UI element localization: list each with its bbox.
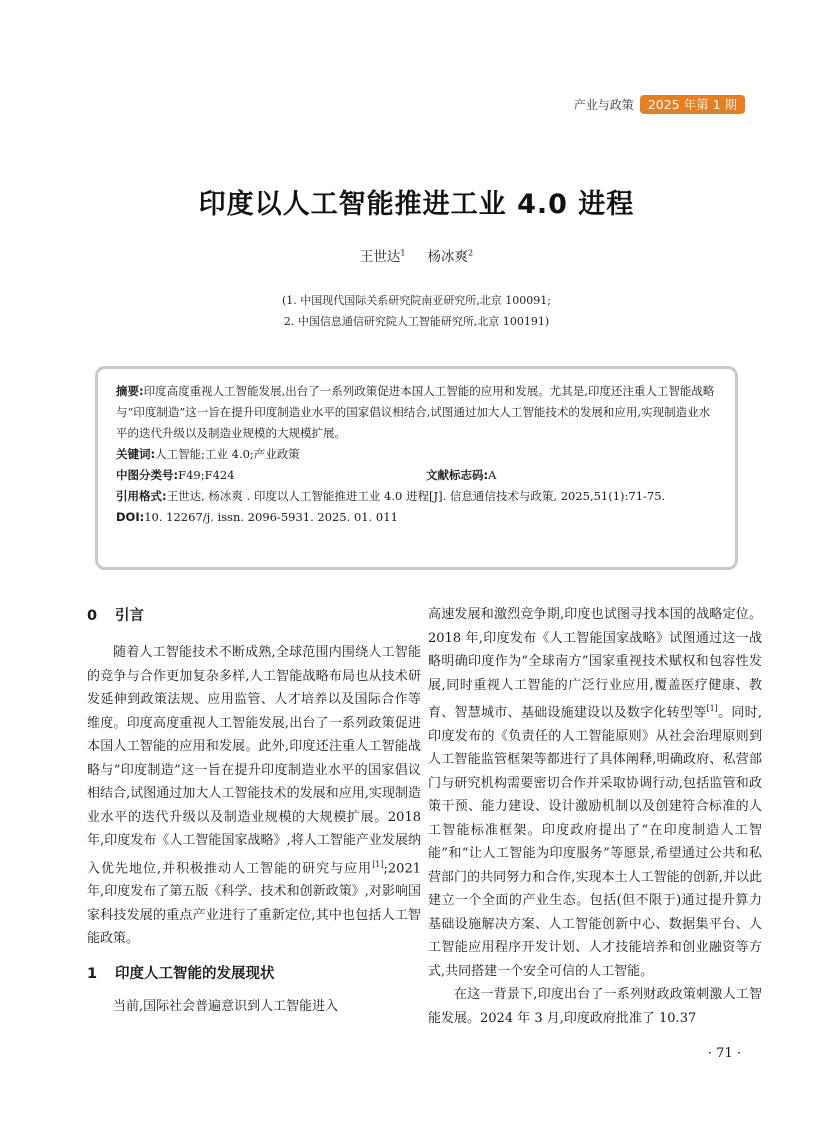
doi-label: DOI: bbox=[116, 510, 145, 524]
affiliations bbox=[0, 290, 833, 332]
clc-label: 中图分类号: bbox=[116, 468, 179, 482]
author-affiliation-mark: 2 bbox=[468, 248, 474, 258]
reference-citation[interactable]: [1] bbox=[372, 859, 384, 869]
affiliation-line: 2. 中国信息通信研究院人工智能研究所,北京 100191) bbox=[283, 315, 550, 328]
section-heading-0: 0 引言 bbox=[87, 608, 144, 624]
abstract-label: 摘要: bbox=[116, 384, 144, 398]
clc-text: F49;F424 bbox=[178, 468, 235, 482]
citation-label: 引用格式: bbox=[116, 489, 167, 503]
section-heading-1: 1 印度人工智能的发展现状 bbox=[87, 965, 275, 982]
author-name: 王世达 bbox=[359, 249, 401, 265]
paragraph-text: 当前,国际社会普遍意识到人工智能进入 bbox=[113, 998, 339, 1014]
paragraph bbox=[87, 995, 421, 1019]
issue-badge: 2025 年第 1 期 bbox=[640, 95, 745, 114]
running-header bbox=[574, 95, 745, 114]
document-code-text: A bbox=[488, 468, 497, 482]
author-name: 杨冰爽 bbox=[427, 249, 468, 265]
author-list bbox=[0, 245, 833, 265]
article-title: 印度以人工智能推进工业 4.0 进程 bbox=[198, 189, 635, 220]
document-code-label: 文献标志码: bbox=[426, 468, 489, 482]
classification-row bbox=[116, 465, 719, 486]
journal-section-label: 产业与政策 bbox=[573, 98, 634, 112]
paragraph-text: 。同时,印度发布的《负责任的人工智能原则》从社会治理原则到人工智能监管框架等都进行了具体阐释,明确政府、私营部门与研究机构需要密切合作并采取协调行动,包括监管和政策干预、能力建设、设计激励机制以及创建符合标准的人工智能标准框架。印度政府提出了“在印度制造人工智能”和“让人工智能为印度服务”等愿景,希望通过公共和私营部门的共同努力和合作,实现本土人工智能的创新,并以此建立一个全面的产业生态。包括(但不限于)通过提升算力基础设施解决方案、人工智能创新中心、数据集平台、人工智能应用程序开发计划、人才技能培养和创业融资等方式,共同搭建一个安全可信的人工智能。 bbox=[428, 705, 762, 979]
paragraph-continued bbox=[428, 603, 762, 983]
citation bbox=[116, 486, 719, 507]
doi bbox=[116, 507, 719, 528]
paragraph-text: 高速发展和激烈竞争期,印度也试图寻找本国的战略定位。2018 年,印度发布《人工智能国家战略》试图通过这一战略明确印度作为“全球南方”国家重视技术赋权和包容性发展,同时重视人工智能的广泛行业应用,覆盖医疗健康、教育、智慧城市、基础设施建设以及数字化转型等 bbox=[428, 607, 762, 721]
reference-citation[interactable]: [1] bbox=[706, 704, 718, 713]
citation-text: 王世达, 杨冰爽 . 印度以人工智能推进工业 4.0 进程[J]. 信息通信技术与政策, 2025,51(1):71-75. bbox=[166, 489, 666, 503]
abstract bbox=[116, 381, 719, 444]
page-number: · 71 · bbox=[707, 1046, 741, 1061]
keywords-label: 关键词: bbox=[116, 447, 156, 461]
author-affiliation-mark: 1 bbox=[400, 248, 406, 258]
keywords bbox=[116, 444, 719, 465]
paragraph: 在这一背景下,印度出台了一系列财政政策刺激人工智能发展。2024 年 3 月,印度政府批准了 10.37 bbox=[428, 987, 762, 1026]
abstract-text: 印度高度重视人工智能发展,出台了一系列政策促进本国人工智能的应用和发展。尤其是,印度还注重人工智能战略与“印度制造”这一旨在提升印度制造业水平的国家倡议相结合,试图通过加大人工智能技术的发展和应用,实现制造业水平的迭代升级以及制造业规模的大规模扩展。 bbox=[116, 384, 715, 440]
abstract-box bbox=[95, 366, 738, 570]
affiliation-line: (1. 中国现代国际关系研究院南亚研究所,北京 100091; bbox=[282, 294, 551, 307]
doi-link[interactable]: 10. 12267/j. issn. 2096-5931. 2025. 01. 011 bbox=[144, 510, 398, 524]
keywords-text: 人工智能;工业 4.0;产业政策 bbox=[155, 447, 300, 461]
right-column bbox=[428, 603, 762, 1030]
left-column bbox=[87, 603, 421, 1018]
paragraph: 随着人工智能技术不断成熟,全球范围内围绕人工智能的竞争与合作更加复杂多样,人工智能战略布局也从技术研发延伸到政策法规、应用监管、人才培养以及国际合作等维度。印度高度重视人工智能发展,出台了一系列政策促进本国人工智能的应用和发展。此外,印度还注重人工智能战略与“印度制造”这一旨在提升印度制造业水平的国家倡议相结合,试图通过加大人工智能技术的发展和应用,实现制造业水平的迭代升级以及制造业规模的大规模扩展。2018 年,印度发布《人工智能国家战略》,将人工智能产业发展纳入优先地位,并积极推动人工智能的研究与应用[1];2021 年,印度发布了第五版《科学、技术和创新政策》,对影响国家科技发展的重点产业进行了重新定位,其中也包括人工智能政策。 bbox=[87, 645, 421, 947]
